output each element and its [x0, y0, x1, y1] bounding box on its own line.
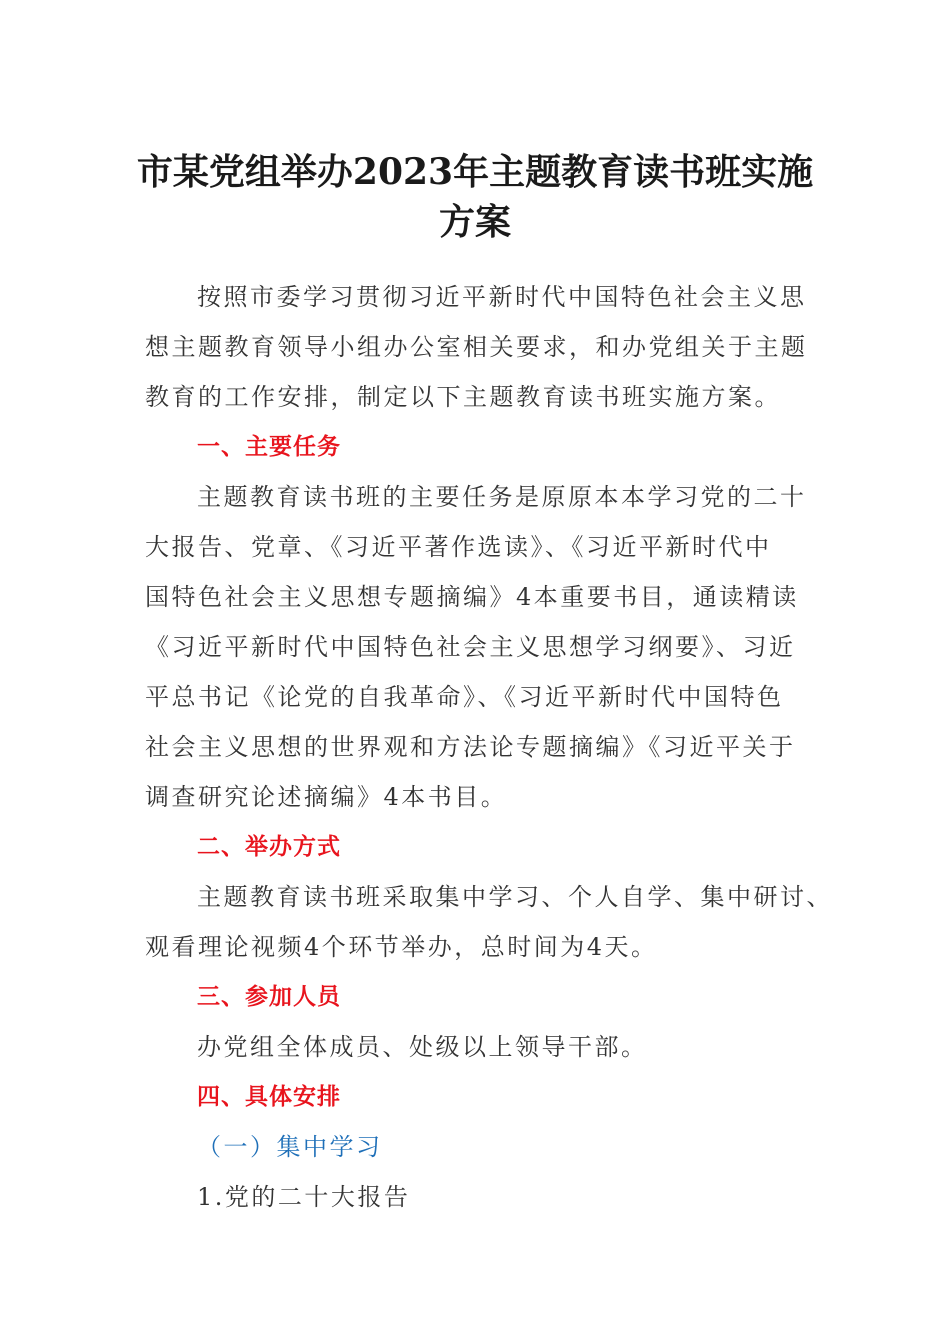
- document-title-line-2: 方案: [438, 201, 511, 243]
- section1-paragraph-line: 《习近平新时代中国特色社会主义思想学习纲要》、习近: [145, 633, 796, 661]
- section1-paragraph-line: 大报告、党章、《习近平著作选读》、《习近平新时代中: [145, 533, 772, 561]
- section1-paragraph-line: 社会主义思想的世界观和方法论专题摘编》《习近平关于: [145, 733, 796, 761]
- section3-paragraph-line: 办党组全体成员、处级以上领导干部。: [197, 1033, 648, 1061]
- section1-paragraph-line: 调查研究论述摘编》4本书目。: [145, 783, 508, 811]
- list-item: 1.党的二十大报告: [197, 1183, 411, 1211]
- document-title-line-1: 市某党组举办2023年主题教育读书班实施: [136, 151, 814, 193]
- section-heading-arrangements: 四、具体安排: [197, 1084, 341, 1110]
- section-heading-participants: 三、参加人员: [197, 984, 341, 1010]
- section2-paragraph-line: 观看理论视频4个环节举办，总时间为4天。: [145, 933, 658, 961]
- section-heading-main-tasks: 一、主要任务: [197, 434, 341, 460]
- intro-paragraph-line: 按照市委学习贯彻习近平新时代中国特色社会主义思: [197, 283, 807, 311]
- section1-paragraph-line: 平总书记《论党的自我革命》、《习近平新时代中国特色: [145, 683, 784, 711]
- subsection-heading-centralized-study: （一）集中学习: [197, 1133, 383, 1161]
- section-heading-format: 二、举办方式: [197, 834, 341, 860]
- section1-paragraph-line: 国特色社会主义思想专题摘编》4本重要书目，通读精读: [145, 583, 799, 611]
- intro-paragraph-line: 想主题教育领导小组办公室相关要求，和办党组关于主题: [145, 333, 808, 361]
- intro-paragraph-line: 教育的工作安排，制定以下主题教育读书班实施方案。: [145, 383, 781, 411]
- section2-paragraph-line: 主题教育读书班采取集中学习、个人自学、集中研讨、: [197, 883, 833, 911]
- section1-paragraph-line: 主题教育读书班的主要任务是原原本本学习党的二十: [197, 483, 807, 511]
